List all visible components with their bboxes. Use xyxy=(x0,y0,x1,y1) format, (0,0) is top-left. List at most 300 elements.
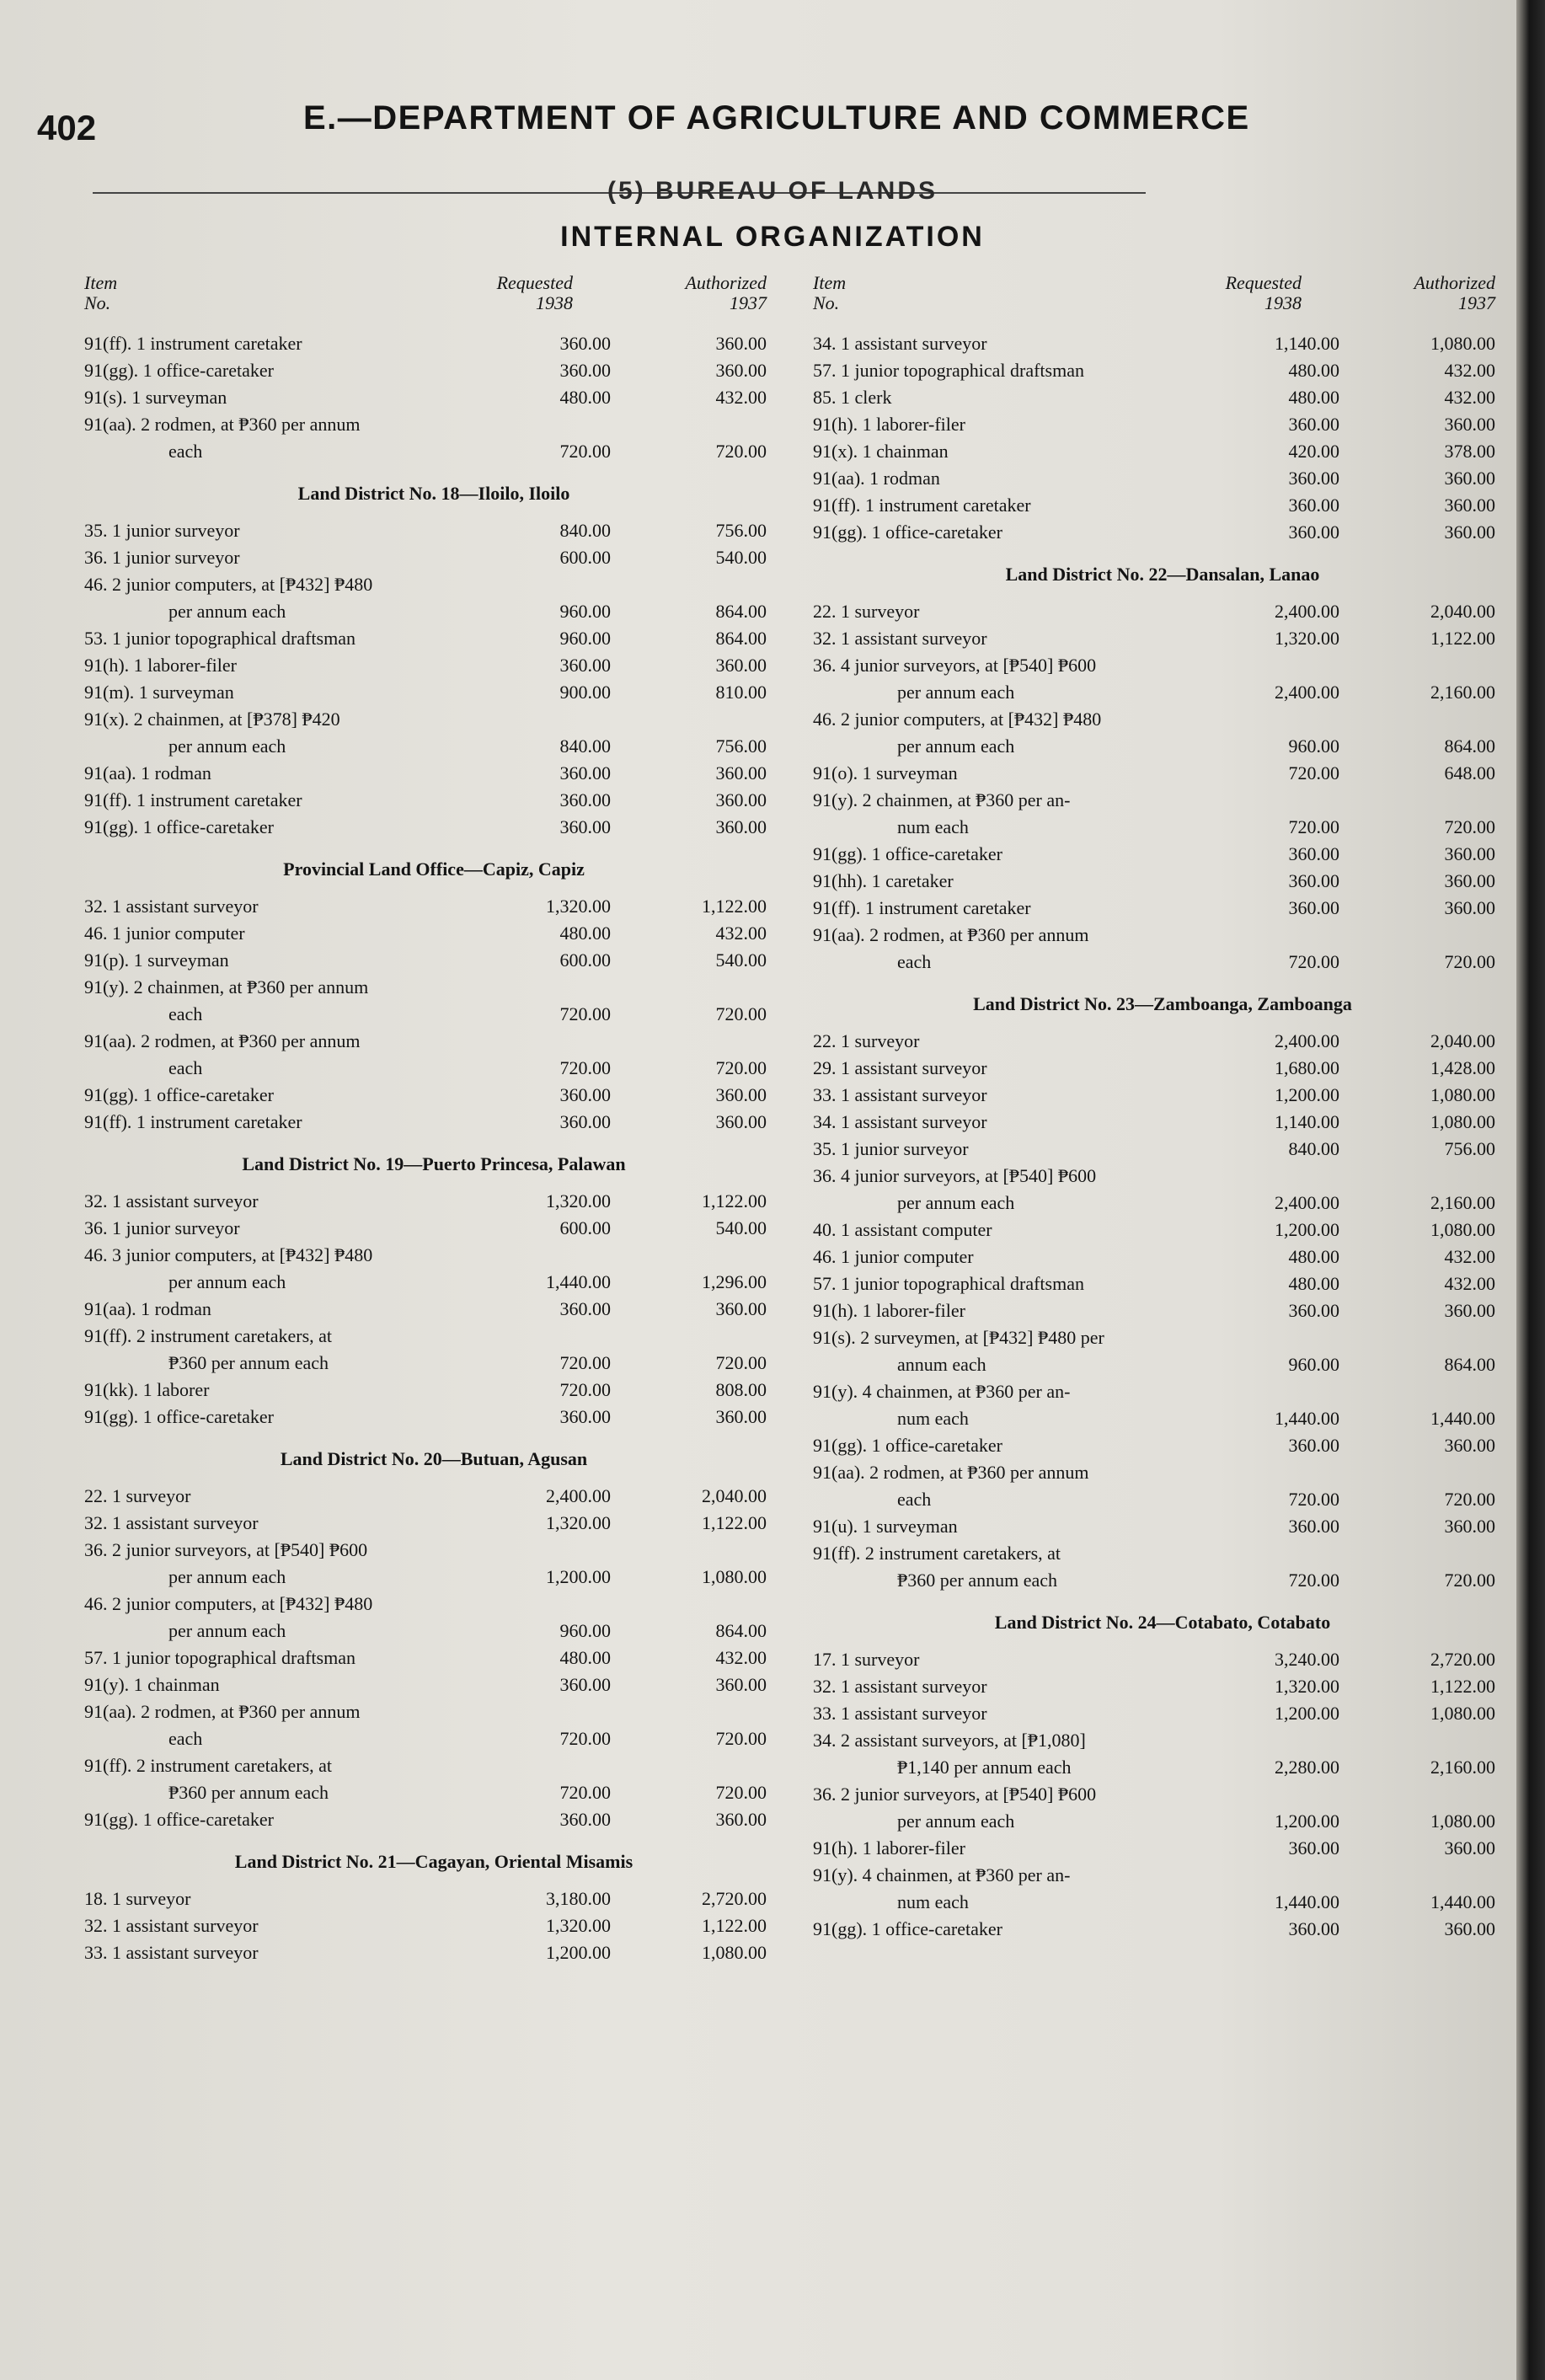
item-description xyxy=(813,1513,1196,1540)
requested-amount: 360.00 xyxy=(1288,1837,1339,1859)
table-row xyxy=(84,1483,783,1510)
item-text: 17. 1 surveyor xyxy=(813,1649,920,1670)
item-text-continued: per annum each xyxy=(168,601,286,622)
requested-amount: 360.00 xyxy=(1288,870,1339,891)
item-text-continued: annum each xyxy=(897,1354,986,1375)
item-text: 32. 1 assistant surveyor xyxy=(813,628,987,649)
item-description xyxy=(813,922,1196,976)
item-text: 91(y). 4 chainmen, at ₱360 per an- xyxy=(813,1864,1071,1885)
page-number: 402 xyxy=(37,108,97,147)
item-text: 91(ff). 2 instrument caretakers, at xyxy=(813,1543,1061,1564)
item-description xyxy=(84,1188,468,1215)
item-text: 91(aa). 2 rodmen, at ₱360 per annum xyxy=(84,414,361,435)
requested-amount: 840.00 xyxy=(559,520,611,541)
district-heading: Land District No. 22—Dansalan, Lanao xyxy=(1005,564,1320,585)
authorized-amount: 360.00 xyxy=(1444,870,1495,891)
table-row xyxy=(813,1109,1512,1136)
requested-amount: 420.00 xyxy=(1288,441,1339,462)
item-description xyxy=(84,1242,468,1296)
item-description xyxy=(84,1806,468,1833)
item-text: 33. 1 assistant surveyor xyxy=(813,1084,987,1105)
item-text: 91(aa). 1 rodman xyxy=(84,1298,211,1319)
requested-amount: 720.00 xyxy=(1288,816,1339,837)
requested-amount: 360.00 xyxy=(1288,495,1339,516)
authorized-amount: 2,040.00 xyxy=(1430,1030,1495,1051)
authorized-amount: 864.00 xyxy=(1444,735,1495,757)
authorized-year: 1937 xyxy=(730,292,767,313)
requested-amount: 480.00 xyxy=(1288,387,1339,408)
district-heading: Land District No. 24—Cotabato, Cotabato xyxy=(994,1612,1331,1633)
requested-amount: 600.00 xyxy=(559,1217,611,1238)
requested-amount: 360.00 xyxy=(1288,1918,1339,1939)
item-description xyxy=(84,1082,468,1109)
authorized-header xyxy=(1361,273,1495,313)
requested-amount: 840.00 xyxy=(1288,1138,1339,1159)
left-column xyxy=(84,270,783,1966)
table-row xyxy=(84,1323,783,1377)
item-description xyxy=(84,787,468,814)
item-description xyxy=(813,1862,1196,1916)
item-text: 91(ff). 2 instrument caretakers, at xyxy=(84,1755,333,1776)
item-text: 46. 3 junior computers, at [₱432] ₱480 xyxy=(84,1244,373,1265)
item-description xyxy=(813,1646,1196,1673)
item-description xyxy=(84,1215,468,1242)
item-description xyxy=(813,1378,1196,1432)
item-text-continued: per annum each xyxy=(168,1620,286,1641)
authorized-amount: 360.00 xyxy=(715,816,767,837)
table-row xyxy=(813,706,1512,760)
authorized-amount: 2,160.00 xyxy=(1430,1757,1495,1778)
table-row xyxy=(813,598,1512,625)
item-text: 91(gg). 1 office-caretaker xyxy=(84,816,274,837)
table-row xyxy=(84,544,783,571)
item-text: 22. 1 surveyor xyxy=(84,1485,191,1506)
item-text: 91(kk). 1 laborer xyxy=(84,1379,210,1400)
table-row xyxy=(84,1377,783,1404)
left-entries xyxy=(84,330,783,1966)
requested-amount: 2,280.00 xyxy=(1275,1757,1339,1778)
authorized-amount: 720.00 xyxy=(1444,816,1495,837)
authorized-amount: 432.00 xyxy=(1444,1273,1495,1294)
table-row xyxy=(813,1673,1512,1700)
table-row xyxy=(813,1297,1512,1324)
table-row xyxy=(813,787,1512,841)
requested-amount: 1,440.00 xyxy=(546,1271,611,1292)
authorized-amount: 360.00 xyxy=(1444,1918,1495,1939)
item-description xyxy=(84,1645,468,1671)
requested-amount: 360.00 xyxy=(1288,414,1339,435)
item-text: 91(ff). 1 instrument caretaker xyxy=(813,897,1031,918)
district-heading: Land District No. 20—Butuan, Agusan xyxy=(280,1448,588,1469)
table-row xyxy=(813,1136,1512,1163)
item-text-continued: each xyxy=(897,1489,932,1510)
requested-amount: 960.00 xyxy=(1288,1354,1339,1375)
item-text-continued: each xyxy=(168,1728,203,1749)
item-description xyxy=(813,492,1196,519)
item-description xyxy=(813,1109,1196,1136)
table-row xyxy=(84,1698,783,1752)
authorized-amount: 864.00 xyxy=(1444,1354,1495,1375)
requested-amount: 360.00 xyxy=(1288,1516,1339,1537)
authorized-amount: 720.00 xyxy=(1444,1570,1495,1591)
item-text-continued: ₱360 per annum each xyxy=(168,1782,329,1803)
authorized-amount: 1,440.00 xyxy=(1430,1891,1495,1912)
item-description xyxy=(813,1082,1196,1109)
table-row xyxy=(84,1885,783,1912)
item-description xyxy=(84,571,468,625)
item-text-continued: each xyxy=(168,1003,203,1024)
item-text: 57. 1 junior topographical draftsman xyxy=(813,1273,1084,1294)
requested-amount: 2,400.00 xyxy=(1275,1192,1339,1213)
item-text: 91(ff). 1 instrument caretaker xyxy=(84,333,302,354)
item-text: 46. 2 junior computers, at [₱432] ₱480 xyxy=(84,1593,373,1614)
authorized-amount: 1,122.00 xyxy=(1430,1676,1495,1697)
item-text: 91(gg). 1 office-caretaker xyxy=(813,843,1002,864)
table-row xyxy=(84,1671,783,1698)
requested-amount: 1,320.00 xyxy=(546,1915,611,1936)
table-row xyxy=(84,1510,783,1537)
item-text: 33. 1 assistant surveyor xyxy=(813,1703,987,1724)
authorized-amount: 808.00 xyxy=(715,1379,767,1400)
item-text: 36. 2 junior surveyors, at [₱540] ₱600 xyxy=(84,1539,368,1560)
authorized-amount: 360.00 xyxy=(1444,843,1495,864)
authorized-amount: 720.00 xyxy=(1444,951,1495,972)
authorized-amount: 1,080.00 xyxy=(1430,1810,1495,1832)
section-title: INTERNAL ORGANIZATION xyxy=(560,221,985,253)
requested-amount: 2,400.00 xyxy=(1275,1030,1339,1051)
authorized-label: Authorized xyxy=(685,272,767,293)
item-description xyxy=(813,1055,1196,1082)
table-row xyxy=(84,571,783,625)
table-row xyxy=(813,1378,1512,1432)
item-text: 32. 1 assistant surveyor xyxy=(84,1190,259,1211)
item-description xyxy=(84,652,468,679)
authorized-amount: 2,160.00 xyxy=(1430,1192,1495,1213)
item-description xyxy=(813,841,1196,868)
item-text-continued: per annum each xyxy=(897,1192,1015,1213)
item-text: 91(gg). 1 office-caretaker xyxy=(84,1406,274,1427)
requested-amount: 1,320.00 xyxy=(546,896,611,917)
requested-amount: 360.00 xyxy=(559,360,611,381)
table-row xyxy=(813,1270,1512,1297)
authorized-amount: 1,122.00 xyxy=(702,896,767,917)
authorized-amount: 360.00 xyxy=(715,789,767,810)
requested-amount: 360.00 xyxy=(559,1406,611,1427)
requested-amount: 360.00 xyxy=(1288,843,1339,864)
item-description xyxy=(813,760,1196,787)
table-row xyxy=(84,1912,783,1939)
authorized-amount: 360.00 xyxy=(1444,1837,1495,1859)
requested-amount: 840.00 xyxy=(559,735,611,757)
item-description xyxy=(813,1459,1196,1513)
item-description xyxy=(84,920,468,947)
table-row xyxy=(84,1215,783,1242)
item-text: 91(aa). 2 rodmen, at ₱360 per annum xyxy=(84,1701,361,1722)
item-description xyxy=(813,652,1196,706)
requested-amount: 1,320.00 xyxy=(1275,1676,1339,1697)
item-description xyxy=(84,1912,468,1939)
item-description xyxy=(813,1136,1196,1163)
right-entries xyxy=(813,330,1512,1943)
item-description xyxy=(84,1752,468,1806)
item-description xyxy=(813,706,1196,760)
requested-amount: 360.00 xyxy=(559,762,611,784)
requested-amount: 480.00 xyxy=(559,1647,611,1668)
item-text: 91(y). 4 chainmen, at ₱360 per an- xyxy=(813,1381,1071,1402)
item-description xyxy=(84,517,468,544)
authorized-amount: 720.00 xyxy=(715,441,767,462)
item-text: 36. 4 junior surveyors, at [₱540] ₱600 xyxy=(813,1165,1097,1186)
requested-amount: 360.00 xyxy=(559,789,611,810)
item-text: 32. 1 assistant surveyor xyxy=(84,896,259,917)
authorized-amount: 648.00 xyxy=(1444,762,1495,784)
table-row xyxy=(813,1646,1512,1673)
item-text: 91(gg). 1 office-caretaker xyxy=(84,1084,274,1105)
item-description xyxy=(813,384,1196,411)
authorized-amount: 360.00 xyxy=(1444,897,1495,918)
district-heading: Provincial Land Office—Capiz, Capiz xyxy=(283,858,585,880)
item-text: 91(h). 1 laborer-filer xyxy=(813,1837,965,1859)
item-text: 91(ff). 2 instrument caretakers, at xyxy=(84,1325,333,1346)
item-text-continued: num each xyxy=(897,1408,969,1429)
authorized-amount: 432.00 xyxy=(715,923,767,944)
item-description xyxy=(84,760,468,787)
item-description xyxy=(84,411,468,465)
item-text: 91(gg). 1 office-caretaker xyxy=(813,521,1002,543)
item-text: 36. 1 junior surveyor xyxy=(84,1217,240,1238)
district-heading: Land District No. 19—Puerto Princesa, Palawan xyxy=(242,1153,626,1174)
item-text: 29. 1 assistant surveyor xyxy=(813,1057,987,1078)
item-text: 91(aa). 1 rodman xyxy=(813,468,940,489)
item-description xyxy=(813,1727,1196,1781)
item-text: 46. 2 junior computers, at [₱432] ₱480 xyxy=(813,709,1102,730)
item-text: 91(s). 2 surveymen, at [₱432] ₱480 per xyxy=(813,1327,1104,1348)
requested-amount: 1,680.00 xyxy=(1275,1057,1339,1078)
table-row xyxy=(84,357,783,384)
authorized-amount: 2,160.00 xyxy=(1430,682,1495,703)
table-row xyxy=(84,1752,783,1806)
authorized-amount: 2,040.00 xyxy=(1430,601,1495,622)
table-row xyxy=(84,1082,783,1109)
table-row xyxy=(813,1540,1512,1594)
item-description xyxy=(813,1781,1196,1835)
item-text-continued: num each xyxy=(897,1891,969,1912)
item-text: 36. 2 junior surveyors, at [₱540] ₱600 xyxy=(813,1784,1097,1805)
district-heading: Land District No. 21—Cagayan, Oriental Misamis xyxy=(234,1851,634,1872)
item-description xyxy=(84,384,468,411)
item-description xyxy=(813,1432,1196,1459)
authorized-amount: 360.00 xyxy=(1444,1300,1495,1321)
table-row xyxy=(813,1459,1512,1513)
requested-amount: 1,320.00 xyxy=(546,1190,611,1211)
item-label: Item xyxy=(84,272,118,293)
authorized-amount: 432.00 xyxy=(1444,360,1495,381)
requested-label: Requested xyxy=(1225,272,1302,293)
item-description xyxy=(813,1700,1196,1727)
requested-label: Requested xyxy=(496,272,573,293)
requested-amount: 360.00 xyxy=(1288,1300,1339,1321)
item-description xyxy=(84,679,468,706)
table-row xyxy=(84,760,783,787)
authorized-amount: 360.00 xyxy=(715,1084,767,1105)
item-text: 91(m). 1 surveyman xyxy=(84,682,234,703)
item-text: 32. 1 assistant surveyor xyxy=(813,1676,987,1697)
requested-amount: 720.00 xyxy=(1288,951,1339,972)
requested-amount: 720.00 xyxy=(1288,1489,1339,1510)
requested-amount: 720.00 xyxy=(559,1057,611,1078)
requested-amount: 720.00 xyxy=(559,441,611,462)
table-row xyxy=(813,330,1512,357)
authorized-amount: 756.00 xyxy=(1444,1138,1495,1159)
requested-amount: 480.00 xyxy=(559,387,611,408)
item-description xyxy=(84,1028,468,1082)
requested-amount: 1,200.00 xyxy=(1275,1084,1339,1105)
requested-amount: 1,320.00 xyxy=(1275,628,1339,649)
authorized-amount: 1,080.00 xyxy=(702,1942,767,1963)
item-description xyxy=(84,1377,468,1404)
requested-amount: 360.00 xyxy=(559,1674,611,1695)
item-text: 91(s). 1 surveyman xyxy=(84,387,227,408)
authorized-amount: 360.00 xyxy=(715,1809,767,1830)
table-row xyxy=(84,411,783,465)
table-row xyxy=(84,1537,783,1591)
table-row xyxy=(84,679,783,706)
table-row xyxy=(84,1109,783,1136)
requested-amount: 360.00 xyxy=(559,655,611,676)
item-text: 85. 1 clerk xyxy=(813,387,892,408)
item-text-continued: each xyxy=(168,1057,203,1078)
item-label: Item xyxy=(813,272,847,293)
item-text: 33. 1 assistant surveyor xyxy=(84,1942,259,1963)
authorized-amount: 540.00 xyxy=(715,949,767,971)
table-row xyxy=(84,706,783,760)
requested-amount: 1,200.00 xyxy=(1275,1219,1339,1240)
item-description xyxy=(84,1510,468,1537)
table-row xyxy=(84,1242,783,1296)
item-description xyxy=(84,1109,468,1136)
item-description xyxy=(813,519,1196,546)
item-description xyxy=(813,1163,1196,1217)
item-text: 91(y). 2 chainmen, at ₱360 per annum xyxy=(84,976,369,997)
authorized-amount: 864.00 xyxy=(715,628,767,649)
authorized-amount: 360.00 xyxy=(1444,495,1495,516)
table-row xyxy=(813,492,1512,519)
requested-amount: 1,140.00 xyxy=(1275,1111,1339,1132)
item-description xyxy=(84,1939,468,1966)
item-description xyxy=(813,1243,1196,1270)
item-text: 22. 1 surveyor xyxy=(813,601,920,622)
item-description xyxy=(813,787,1196,841)
authorized-amount: 360.00 xyxy=(1444,414,1495,435)
requested-amount: 720.00 xyxy=(1288,762,1339,784)
item-text-continued: ₱360 per annum each xyxy=(897,1570,1057,1591)
requested-amount: 480.00 xyxy=(1288,1246,1339,1267)
item-description xyxy=(84,1885,468,1912)
district-heading: Land District No. 23—Zamboanga, Zamboanga xyxy=(973,993,1352,1014)
authorized-amount: 360.00 xyxy=(715,1674,767,1695)
table-row xyxy=(813,652,1512,706)
table-row xyxy=(813,922,1512,976)
item-text-continued: per annum each xyxy=(168,1566,286,1587)
table-row xyxy=(84,1028,783,1082)
table-row xyxy=(813,625,1512,652)
authorized-amount: 360.00 xyxy=(715,1406,767,1427)
item-text: 91(gg). 1 office-caretaker xyxy=(813,1435,1002,1456)
item-description xyxy=(84,1671,468,1698)
item-text: 91(aa). 2 rodmen, at ₱360 per annum xyxy=(813,924,1089,945)
table-row xyxy=(84,893,783,920)
requested-amount: 1,200.00 xyxy=(546,1566,611,1587)
bureau-title: (5) BUREAU OF LANDS xyxy=(607,177,938,205)
item-description xyxy=(813,465,1196,492)
authorized-amount: 360.00 xyxy=(715,1111,767,1132)
item-description xyxy=(813,598,1196,625)
table-row xyxy=(813,1217,1512,1243)
table-row xyxy=(813,868,1512,895)
item-description xyxy=(84,893,468,920)
item-text: 91(aa). 2 rodmen, at ₱360 per annum xyxy=(84,1030,361,1051)
requested-amount: 960.00 xyxy=(559,601,611,622)
item-description xyxy=(813,1324,1196,1378)
item-text: 35. 1 junior surveyor xyxy=(813,1138,969,1159)
no-label: No. xyxy=(84,292,111,313)
item-description xyxy=(813,438,1196,465)
table-row xyxy=(84,625,783,652)
item-description xyxy=(84,330,468,357)
item-text: 91(p). 1 surveyman xyxy=(84,949,229,971)
item-text: 91(gg). 1 office-caretaker xyxy=(84,1809,274,1830)
table-row xyxy=(813,384,1512,411)
item-text-continued: ₱1,140 per annum each xyxy=(897,1757,1072,1778)
item-text: 91(hh). 1 caretaker xyxy=(813,870,954,891)
item-text: 91(ff). 1 instrument caretaker xyxy=(84,789,302,810)
authorized-amount: 1,296.00 xyxy=(702,1271,767,1292)
authorized-amount: 864.00 xyxy=(715,1620,767,1641)
table-row xyxy=(813,1163,1512,1217)
requested-amount: 720.00 xyxy=(559,1003,611,1024)
authorized-amount: 432.00 xyxy=(715,1647,767,1668)
item-description xyxy=(813,1297,1196,1324)
authorized-amount: 720.00 xyxy=(715,1003,767,1024)
item-description xyxy=(84,1296,468,1323)
item-text: 32. 1 assistant surveyor xyxy=(84,1512,259,1533)
table-row xyxy=(84,814,783,841)
requested-amount: 600.00 xyxy=(559,547,611,568)
authorized-amount: 360.00 xyxy=(715,360,767,381)
requested-amount: 600.00 xyxy=(559,949,611,971)
authorized-amount: 720.00 xyxy=(715,1057,767,1078)
table-row xyxy=(84,974,783,1028)
requested-amount: 360.00 xyxy=(559,1809,611,1830)
requested-amount: 480.00 xyxy=(1288,1273,1339,1294)
district-heading: Land District No. 18—Iloilo, Iloilo xyxy=(297,483,570,504)
requested-amount: 480.00 xyxy=(559,923,611,944)
requested-amount: 360.00 xyxy=(559,1298,611,1319)
authorized-amount: 1,080.00 xyxy=(1430,1219,1495,1240)
authorized-year: 1937 xyxy=(1458,292,1495,313)
requested-amount: 1,320.00 xyxy=(546,1512,611,1533)
requested-amount: 720.00 xyxy=(559,1782,611,1803)
requested-amount: 360.00 xyxy=(559,333,611,354)
authorized-amount: 1,080.00 xyxy=(1430,1111,1495,1132)
authorized-amount: 720.00 xyxy=(715,1728,767,1749)
authorized-amount: 360.00 xyxy=(715,1298,767,1319)
item-text: 34. 2 assistant surveyors, at [₱1,080] xyxy=(813,1730,1086,1751)
authorized-amount: 2,720.00 xyxy=(1430,1649,1495,1670)
requested-amount: 960.00 xyxy=(559,628,611,649)
item-text: 91(x). 1 chainman xyxy=(813,441,949,462)
table-row xyxy=(813,1324,1512,1378)
